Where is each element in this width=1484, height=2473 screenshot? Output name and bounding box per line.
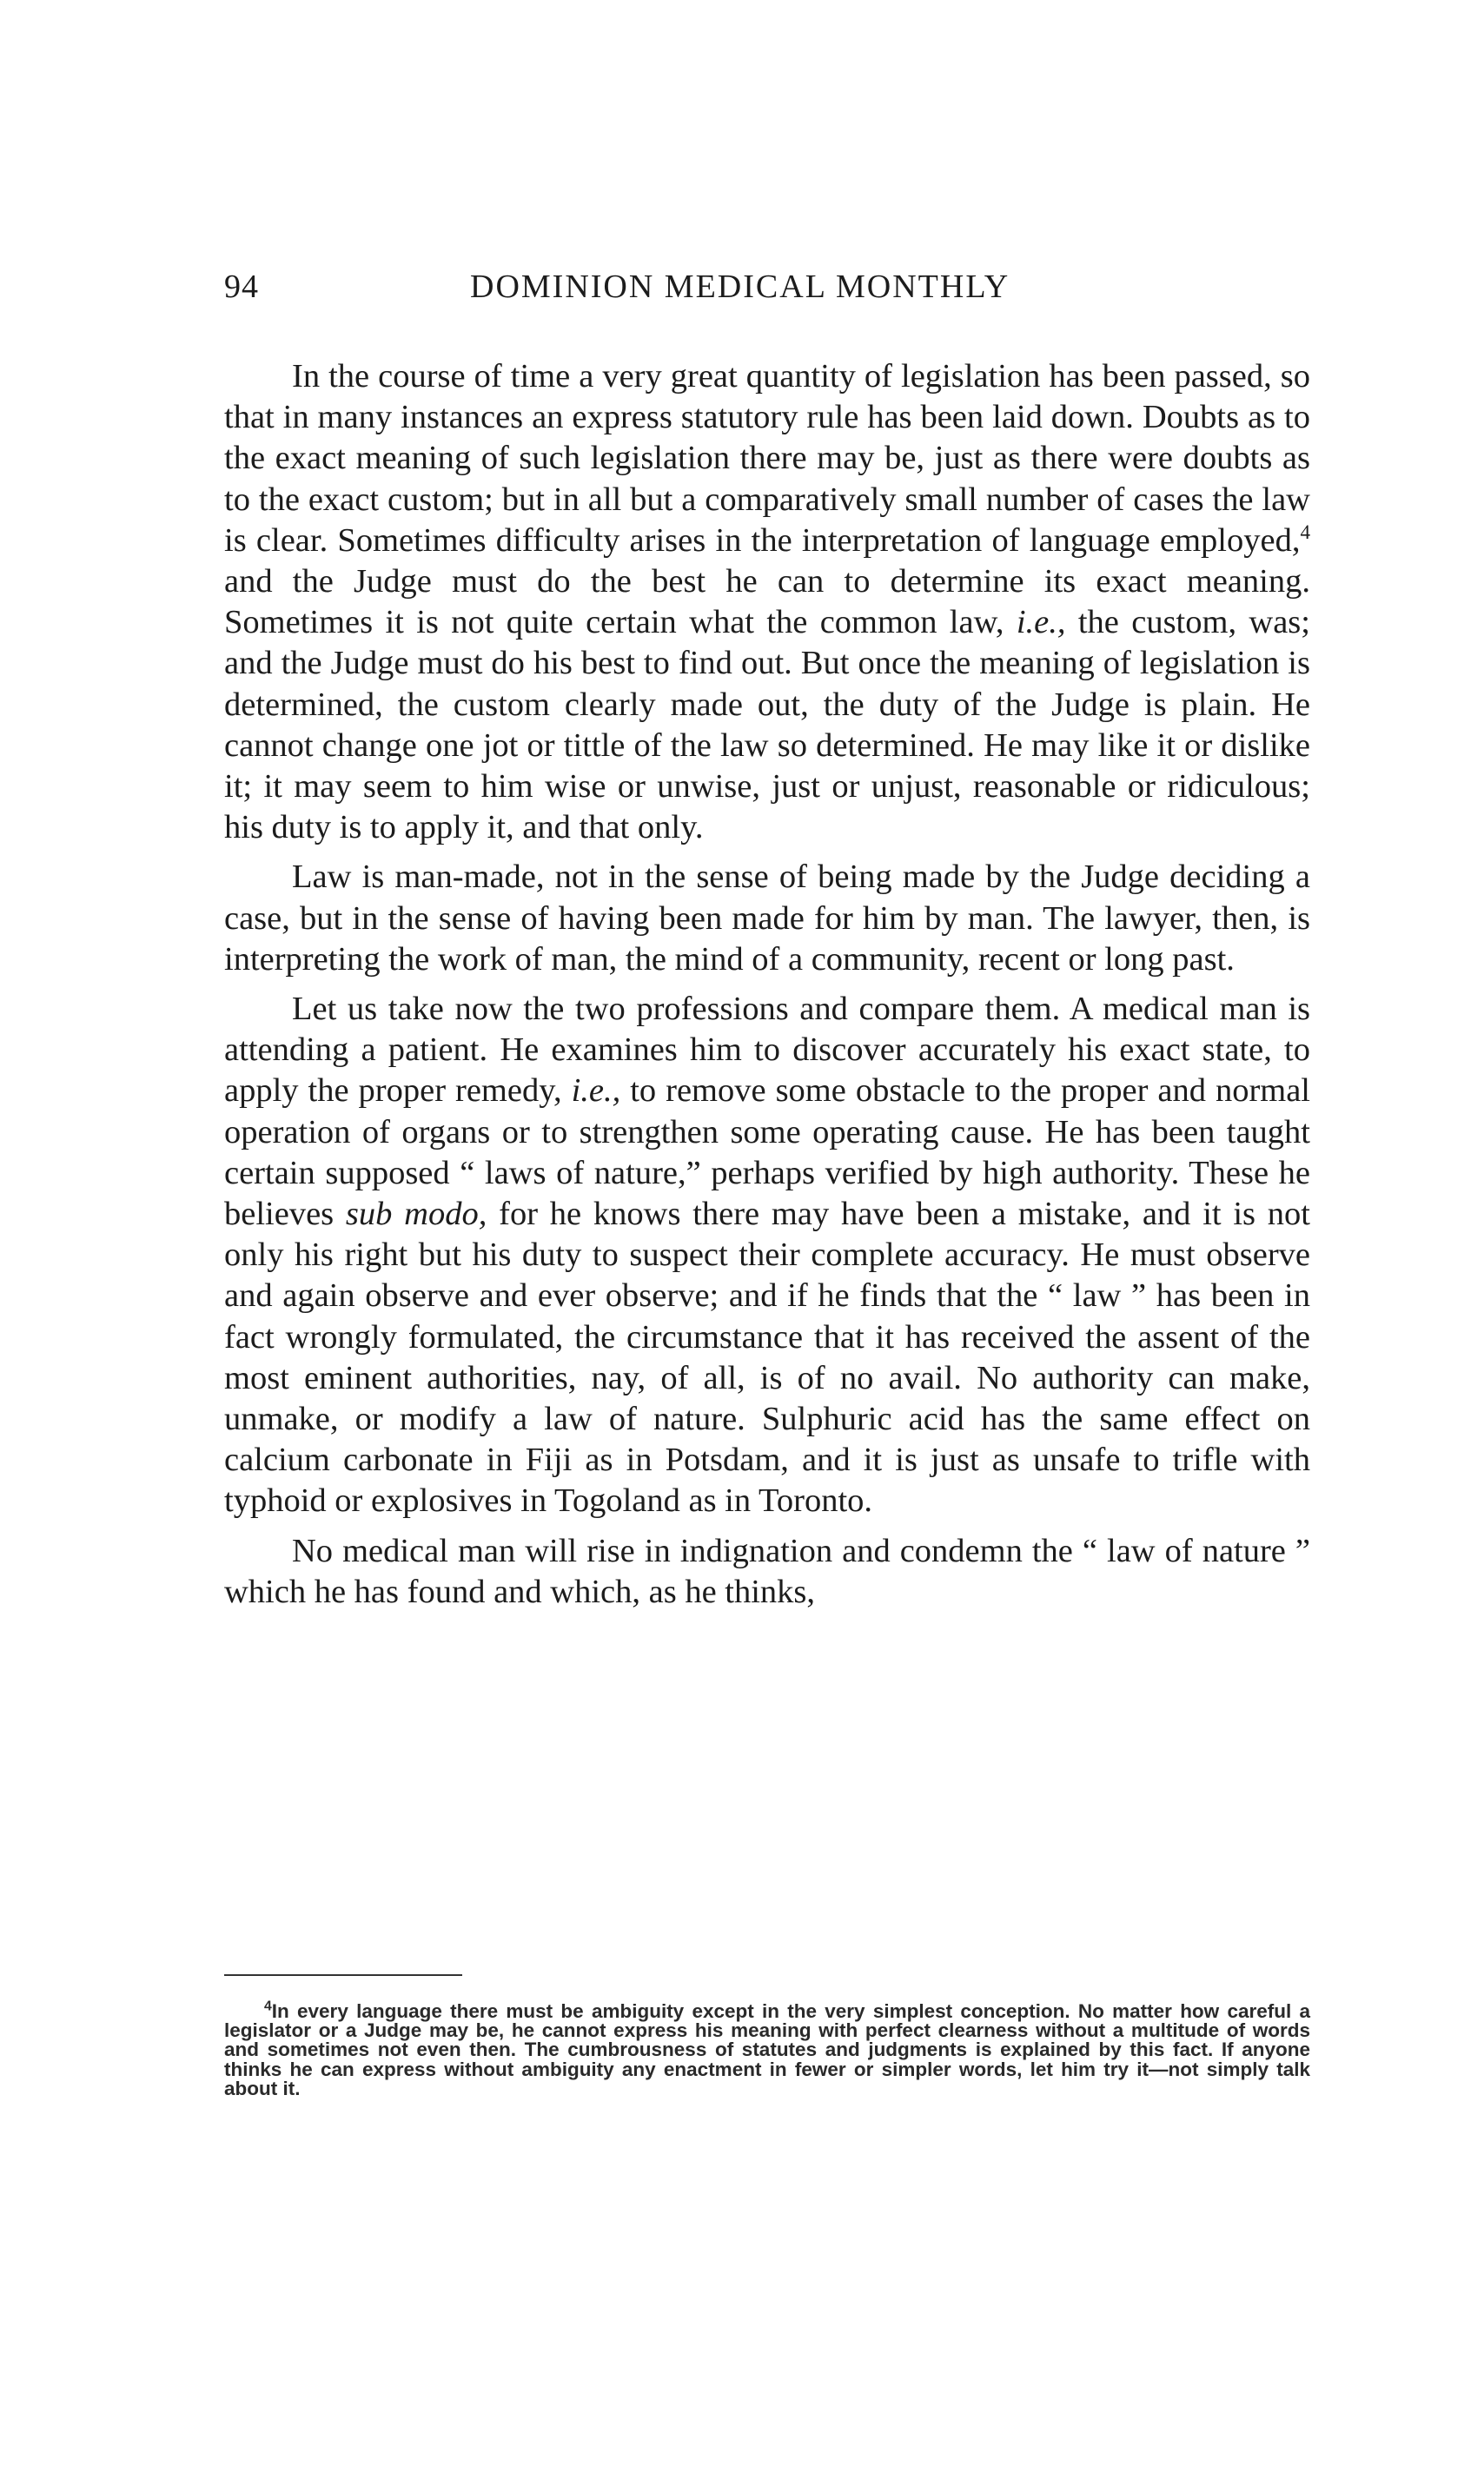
- running-head: DOMINION MEDICAL MONTHLY: [470, 269, 1010, 305]
- paragraph-3-italic-b: sub modo,: [345, 1196, 487, 1233]
- page-header: [224, 268, 1310, 311]
- paragraph-3-italic-a: i.e.,: [571, 1072, 621, 1110]
- page-number: 94: [224, 269, 259, 305]
- footnote-marker: 4: [264, 1999, 272, 2014]
- paragraph-1-text-b: and the Judge must do the best he can to determine its exact meaning. Sometimes it is not quite certain what the common law,: [224, 563, 1310, 641]
- paragraph-3-text-b: to remove some obstacle to the proper and normal operation of organs or to strengthen some operating cause. He has been taught certain supposed “ laws of nature,” perhaps verified by high authority. These he believes: [224, 1072, 1310, 1233]
- paragraph-3-text-a: Let us take now the two professions and compare them. A medical man is attending a patient. He examines him to discover accurately his exact state, to apply the proper remedy,: [224, 991, 1310, 1110]
- paragraph-2: Law is man-made, not in the sense of being made by the Judge deciding a case, but in the sense of having been made for him by man. The lawyer, then, is interpreting the work of man, the mind of a community, recent or long past.: [224, 859, 1310, 978]
- paragraph-3-text-c: for he knows there may have been a mistake, and it is not only his right but his duty to suspect their complete accuracy. He must observe and again observe and ever observe; and if he finds that the “ law ” has been in fact wrongly formulated, the circumstance that it has received the assent of the most eminent authorities, nay, of all, is of no avail. No authority can make, unmake, or modify a law of nature. Sulphuric acid has the same effect on calcium carbonate in Fiji as in Potsdam, and it is just as unsafe to trifle with typhoid or explosives in Togoland as in Toronto.: [224, 1196, 1311, 1520]
- footnote-reference: 4: [1300, 520, 1310, 543]
- paragraph-4: No medical man will rise in indignation and condemn the “ law of nature ” which he has found and which, as he thinks,: [224, 1532, 1310, 1610]
- body-text: [224, 356, 1310, 1621]
- paragraph-1-text-a: In the course of time a very great quantity of legislation has been passed, so that in many instances an express statutory rule has been laid down. Doubts as to the exact meaning of such legislation there may be, just as there were doubts as to the exact custom; but in all but a comparatively small number of cases the law is clear. Sometimes difficulty arises in the interpretation of language employed,: [224, 358, 1310, 559]
- paragraph-1: [224, 356, 1310, 848]
- footnote-divider: [224, 1974, 462, 1976]
- paragraph-3: [224, 989, 1310, 1522]
- paragraph-1-italic: i.e.,: [1016, 604, 1066, 641]
- footnote-4: [224, 1999, 1310, 2099]
- footnotes: [224, 1999, 1310, 2099]
- paragraph-1-text-c: the custom, was; and the Judge must do his best to find out. But once the meaning of legislation is determined, the custom clearly made out, the duty of the Judge is plain. He cannot change one jot or tittle of the law so determined. He may like it or dislike it; it may seem to him wise or unwise, just or unjust, reasonable or ridiculous; his duty is to apply it, and that only.: [224, 604, 1310, 846]
- footnote-text: In every language there must be ambiguity except in the very simplest conception. No matter how careful a legislator or a Judge may be, he cannot express his meaning with perfect clearness without a multitude of words and sometimes not even then. The cumbrousness of statutes and judgments is explained by this fact. If anyone thinks he can express without ambiguity any enactment in fewer or simpler words, let him try it—not simply talk about it.: [224, 2000, 1310, 2099]
